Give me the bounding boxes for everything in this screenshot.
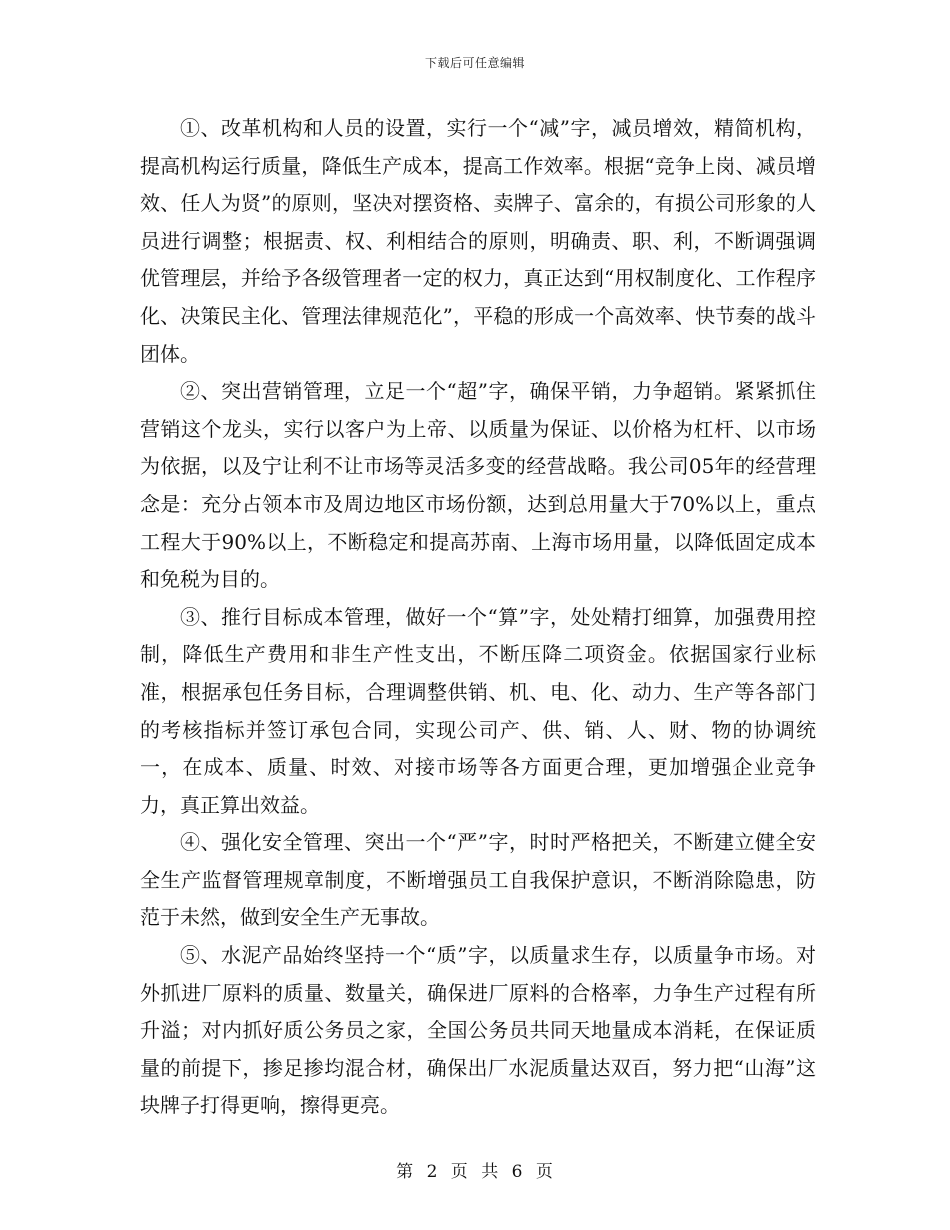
paragraph-1: ①、改革机构和人员的设置，实行一个“减”字，减员增效，精简机构，提高机构运行质量，降低生产成本，提高工作效率。根据“竞争上岗、减员增效、任人为贤”的原则，坚决对摆资格、卖牌子、富余的，有损公司形象的人员进行调整；根据责、权、利相结合的原则，明确责、职、利，不断调强调优管理层，并给予各级管理者一定的权力，真正达到“用权制度化、工作程序化、决策民主化、管理法律规范化”，平稳的形成一个高效率、快节奏的战斗团体。: [140, 116, 816, 366]
document-body: [140, 110, 816, 1125]
paragraph-2: ②、突出营销管理，立足一个“超”字，确保平销，力争超销。紧紧抓住营销这个龙头，实行以客户为上帝、以质量为保证、以价格为杠杆、以市场为依据，以及宁让利不让市场等灵活多变的经营战略。我公司05年的经营理念是：充分占领本市及周边地区市场份额，达到总用量大于70%以上，重点工程大于90%以上，不断稳定和提高苏南、上海市场用量，以降低固定成本和免税为目的。: [140, 379, 816, 592]
current-page-number: 2: [426, 1162, 439, 1182]
paragraph-4: ④、强化安全管理、突出一个“严”字，时时严格把关，不断建立健全安全生产监督管理规章制度，不断增强员工自我保护意识，不断消除隐患，防范于未然，做到安全生产无事故。: [140, 830, 816, 930]
footer-prefix: 第: [396, 1162, 415, 1182]
footer-page-word: 页: [450, 1162, 469, 1182]
page-header: 下载后可任意编辑: [424, 56, 525, 70]
footer-total-word: 共: [481, 1162, 500, 1182]
footer-suffix: 页: [535, 1162, 554, 1182]
page-footer: [0, 1157, 950, 1182]
paragraph-5: ⑤、水泥产品始终坚持一个“质”字，以质量求生存，以质量争市场。对外抓进厂原料的质量、数量关，确保进厂原料的合格率，力争生产过程有所升溢；对内抓好质公务员之家，全国公务员共同天地量成本消耗，在保证质量的前提下，掺足掺均混合材，确保出厂水泥质量达双百，努力把“山海”这块牌子打得更响，擦得更亮。: [140, 943, 816, 1118]
total-page-number: 6: [511, 1162, 524, 1182]
paragraph-3: ③、推行目标成本管理，做好一个“算”字，处处精打细算，加强费用控制，降低生产费用和非生产性支出，不断压降二项资金。依据国家行业标准，根据承包任务目标，合理调整供销、机、电、化、动力、生产等各部门的考核指标并签订承包合同，实现公司产、供、销、人、财、物的协调统一，在成本、质量、时效、对接市场等各方面更合理，更加增强企业竞争力，真正算出效益。: [140, 604, 816, 817]
